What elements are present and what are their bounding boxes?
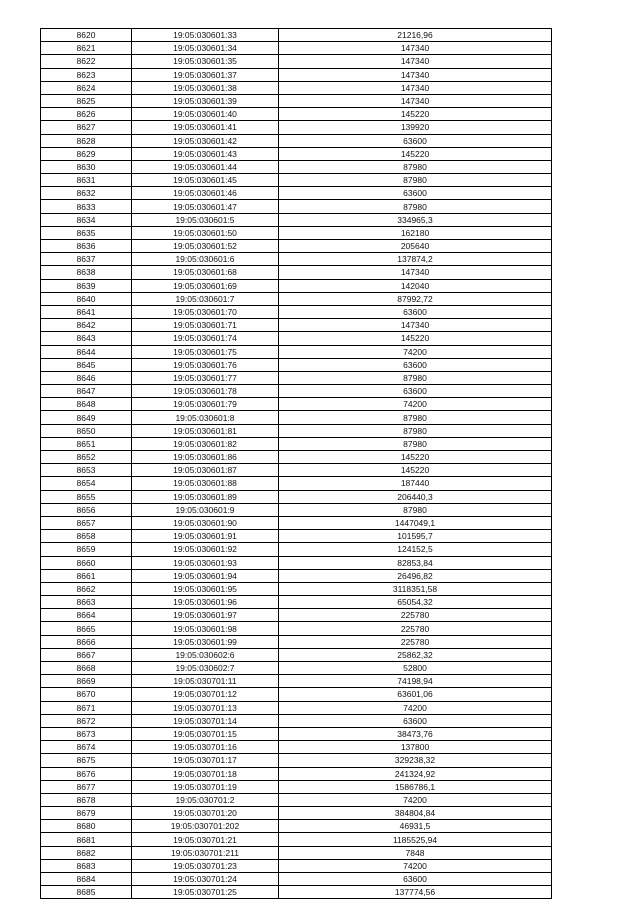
table-row: [41, 503, 552, 516]
cadastral-number-cell: 19:05:030701:11: [132, 675, 279, 688]
table-row: [41, 714, 552, 727]
value-cell: 3118351,58: [279, 582, 552, 595]
cadastral-number-cell: 19:05:030601:87: [132, 464, 279, 477]
value-cell: 225780: [279, 635, 552, 648]
value-cell: 139920: [279, 121, 552, 134]
cadastral-number-cell: 19:05:030701:14: [132, 714, 279, 727]
table-row: [41, 437, 552, 450]
value-cell: 187440: [279, 477, 552, 490]
value-cell: 87980: [279, 503, 552, 516]
row-number-cell: 8660: [41, 556, 132, 569]
row-number-cell: 8662: [41, 582, 132, 595]
table-row: [41, 596, 552, 609]
cadastral-number-cell: 19:05:030601:37: [132, 68, 279, 81]
table-row: [41, 42, 552, 55]
row-number-cell: 8625: [41, 94, 132, 107]
row-number-cell: 8676: [41, 767, 132, 780]
value-cell: 87980: [279, 174, 552, 187]
row-number-cell: 8626: [41, 108, 132, 121]
value-cell: 38473,76: [279, 727, 552, 740]
table-row: [41, 319, 552, 332]
cadastral-number-cell: 19:05:030601:97: [132, 609, 279, 622]
cadastral-number-cell: 19:05:030601:95: [132, 582, 279, 595]
row-number-cell: 8645: [41, 358, 132, 371]
value-cell: 137774,56: [279, 886, 552, 899]
row-number-cell: 8643: [41, 332, 132, 345]
cadastral-number-cell: 19:05:030601:91: [132, 530, 279, 543]
value-cell: 145220: [279, 108, 552, 121]
table-row: [41, 68, 552, 81]
table-row: [41, 701, 552, 714]
cadastral-number-cell: 19:05:030601:71: [132, 319, 279, 332]
cadastral-number-cell: 19:05:030601:93: [132, 556, 279, 569]
cadastral-number-cell: 19:05:030601:5: [132, 213, 279, 226]
table-row: [41, 846, 552, 859]
value-cell: 145220: [279, 464, 552, 477]
table-row: [41, 147, 552, 160]
table-row: [41, 332, 552, 345]
cadastral-number-cell: 19:05:030701:12: [132, 688, 279, 701]
row-number-cell: 8666: [41, 635, 132, 648]
table-row: [41, 793, 552, 806]
value-cell: 329238,32: [279, 754, 552, 767]
table-row: [41, 292, 552, 305]
table-row: [41, 174, 552, 187]
cadastral-number-cell: 19:05:030701:202: [132, 820, 279, 833]
value-cell: 82853,84: [279, 556, 552, 569]
value-cell: 1185525,94: [279, 833, 552, 846]
table-row: [41, 569, 552, 582]
row-number-cell: 8667: [41, 648, 132, 661]
table-row: [41, 464, 552, 477]
value-cell: 334965,3: [279, 213, 552, 226]
cadastral-number-cell: 19:05:030701:211: [132, 846, 279, 859]
table-row: [41, 516, 552, 529]
cadastral-number-cell: 19:05:030701:20: [132, 807, 279, 820]
cadastral-number-cell: 19:05:030601:79: [132, 398, 279, 411]
value-cell: 142040: [279, 279, 552, 292]
row-number-cell: 8632: [41, 187, 132, 200]
value-cell: 25862,32: [279, 648, 552, 661]
cadastral-number-cell: 19:05:030701:23: [132, 859, 279, 872]
row-number-cell: 8669: [41, 675, 132, 688]
cadastral-number-cell: 19:05:030701:21: [132, 833, 279, 846]
cadastral-number-cell: 19:05:030701:18: [132, 767, 279, 780]
table-row: [41, 754, 552, 767]
value-cell: 145220: [279, 451, 552, 464]
table-row: [41, 556, 552, 569]
cadastral-number-cell: 19:05:030601:78: [132, 385, 279, 398]
table-row: [41, 688, 552, 701]
cadastral-number-cell: 19:05:030601:41: [132, 121, 279, 134]
value-cell: 384804,84: [279, 807, 552, 820]
row-number-cell: 8644: [41, 345, 132, 358]
table-row: [41, 424, 552, 437]
row-number-cell: 8681: [41, 833, 132, 846]
cadastral-number-cell: 19:05:030601:96: [132, 596, 279, 609]
value-cell: 145220: [279, 147, 552, 160]
cadastral-number-cell: 19:05:030601:90: [132, 516, 279, 529]
table-row: [41, 253, 552, 266]
table-row: [41, 635, 552, 648]
cadastral-number-cell: 19:05:030701:25: [132, 886, 279, 899]
row-number-cell: 8650: [41, 424, 132, 437]
cadastral-number-cell: 19:05:030601:70: [132, 305, 279, 318]
value-cell: 124152,5: [279, 543, 552, 556]
table-row: [41, 226, 552, 239]
table-row: [41, 820, 552, 833]
row-number-cell: 8678: [41, 793, 132, 806]
row-number-cell: 8671: [41, 701, 132, 714]
table-row: [41, 371, 552, 384]
row-number-cell: 8677: [41, 780, 132, 793]
value-cell: 162180: [279, 226, 552, 239]
value-cell: 21216,96: [279, 29, 552, 42]
row-number-cell: 8631: [41, 174, 132, 187]
row-number-cell: 8648: [41, 398, 132, 411]
cadastral-number-cell: 19:05:030601:39: [132, 94, 279, 107]
table-row: [41, 81, 552, 94]
row-number-cell: 8633: [41, 200, 132, 213]
table-row: [41, 121, 552, 134]
cadastral-number-cell: 19:05:030601:81: [132, 424, 279, 437]
table-body: [41, 29, 552, 899]
row-number-cell: 8672: [41, 714, 132, 727]
row-number-cell: 8628: [41, 134, 132, 147]
row-number-cell: 8683: [41, 859, 132, 872]
value-cell: 63601,06: [279, 688, 552, 701]
row-number-cell: 8623: [41, 68, 132, 81]
table-row: [41, 305, 552, 318]
table-row: [41, 108, 552, 121]
row-number-cell: 8651: [41, 437, 132, 450]
cadastral-number-cell: 19:05:030602:7: [132, 662, 279, 675]
value-cell: 147340: [279, 68, 552, 81]
table-row: [41, 55, 552, 68]
cadastral-number-cell: 19:05:030601:34: [132, 42, 279, 55]
value-cell: 87992,72: [279, 292, 552, 305]
table-row: [41, 358, 552, 371]
row-number-cell: 8637: [41, 253, 132, 266]
table-row: [41, 213, 552, 226]
table-row: [41, 859, 552, 872]
value-cell: 206440,3: [279, 490, 552, 503]
value-cell: 63600: [279, 187, 552, 200]
row-number-cell: 8685: [41, 886, 132, 899]
cadastral-number-cell: 19:05:030601:38: [132, 81, 279, 94]
table-row: [41, 385, 552, 398]
cadastral-number-cell: 19:05:030601:69: [132, 279, 279, 292]
row-number-cell: 8649: [41, 411, 132, 424]
value-cell: 63600: [279, 358, 552, 371]
row-number-cell: 8673: [41, 727, 132, 740]
cadastral-number-cell: 19:05:030701:19: [132, 780, 279, 793]
row-number-cell: 8665: [41, 622, 132, 635]
table-row: [41, 662, 552, 675]
row-number-cell: 8654: [41, 477, 132, 490]
value-cell: 1447049,1: [279, 516, 552, 529]
table-row: [41, 675, 552, 688]
row-number-cell: 8680: [41, 820, 132, 833]
table-row: [41, 187, 552, 200]
value-cell: 137800: [279, 741, 552, 754]
cadastral-number-cell: 19:05:030601:42: [132, 134, 279, 147]
cadastral-number-cell: 19:05:030601:50: [132, 226, 279, 239]
cadastral-number-cell: 19:05:030601:46: [132, 187, 279, 200]
row-number-cell: 8642: [41, 319, 132, 332]
value-cell: 63600: [279, 385, 552, 398]
cadastral-number-cell: 19:05:030601:33: [132, 29, 279, 42]
cadastral-number-cell: 19:05:030601:7: [132, 292, 279, 305]
table-row: [41, 477, 552, 490]
table-row: [41, 727, 552, 740]
value-cell: 147340: [279, 55, 552, 68]
table-row: [41, 490, 552, 503]
cadastral-number-cell: 19:05:030701:13: [132, 701, 279, 714]
cadastral-number-cell: 19:05:030601:94: [132, 569, 279, 582]
cadastral-number-cell: 19:05:030601:88: [132, 477, 279, 490]
document-page: [40, 28, 551, 899]
value-cell: 225780: [279, 622, 552, 635]
row-number-cell: 8652: [41, 451, 132, 464]
cadastral-number-cell: 19:05:030701:24: [132, 873, 279, 886]
cadastral-number-cell: 19:05:030601:9: [132, 503, 279, 516]
row-number-cell: 8656: [41, 503, 132, 516]
value-cell: 74200: [279, 398, 552, 411]
cadastral-number-cell: 19:05:030601:82: [132, 437, 279, 450]
table-row: [41, 398, 552, 411]
value-cell: 147340: [279, 42, 552, 55]
cadastral-number-cell: 19:05:030601:74: [132, 332, 279, 345]
table-row: [41, 345, 552, 358]
table-row: [41, 886, 552, 899]
table-row: [41, 134, 552, 147]
row-number-cell: 8655: [41, 490, 132, 503]
value-cell: 74200: [279, 859, 552, 872]
cadastral-number-cell: 19:05:030701:15: [132, 727, 279, 740]
cadastral-number-cell: 19:05:030601:86: [132, 451, 279, 464]
row-number-cell: 8622: [41, 55, 132, 68]
table-row: [41, 609, 552, 622]
cadastral-number-cell: 19:05:030601:43: [132, 147, 279, 160]
cadastral-number-cell: 19:05:030601:75: [132, 345, 279, 358]
cadastral-number-cell: 19:05:030601:47: [132, 200, 279, 213]
value-cell: 101595,7: [279, 530, 552, 543]
row-number-cell: 8659: [41, 543, 132, 556]
value-cell: 74200: [279, 345, 552, 358]
row-number-cell: 8634: [41, 213, 132, 226]
value-cell: 147340: [279, 266, 552, 279]
row-number-cell: 8636: [41, 240, 132, 253]
cadastral-number-cell: 19:05:030601:98: [132, 622, 279, 635]
row-number-cell: 8647: [41, 385, 132, 398]
table-row: [41, 807, 552, 820]
table-row: [41, 240, 552, 253]
cadastral-number-cell: 19:05:030601:40: [132, 108, 279, 121]
value-cell: 137874,2: [279, 253, 552, 266]
value-cell: 225780: [279, 609, 552, 622]
value-cell: 74200: [279, 701, 552, 714]
value-cell: 1586786,1: [279, 780, 552, 793]
table-row: [41, 767, 552, 780]
row-number-cell: 8682: [41, 846, 132, 859]
value-cell: 52800: [279, 662, 552, 675]
cadastral-number-cell: 19:05:030602:6: [132, 648, 279, 661]
table-row: [41, 543, 552, 556]
row-number-cell: 8658: [41, 530, 132, 543]
value-cell: 241324,92: [279, 767, 552, 780]
value-cell: 74198,94: [279, 675, 552, 688]
row-number-cell: 8657: [41, 516, 132, 529]
table-row: [41, 530, 552, 543]
table-row: [41, 411, 552, 424]
value-cell: 63600: [279, 305, 552, 318]
cadastral-number-cell: 19:05:030701:2: [132, 793, 279, 806]
cadastral-number-cell: 19:05:030601:8: [132, 411, 279, 424]
value-cell: 46931,5: [279, 820, 552, 833]
table-row: [41, 741, 552, 754]
row-number-cell: 8664: [41, 609, 132, 622]
row-number-cell: 8640: [41, 292, 132, 305]
value-cell: 65054,32: [279, 596, 552, 609]
value-cell: 7848: [279, 846, 552, 859]
row-number-cell: 8629: [41, 147, 132, 160]
row-number-cell: 8663: [41, 596, 132, 609]
cadastral-number-cell: 19:05:030601:44: [132, 160, 279, 173]
value-cell: 87980: [279, 160, 552, 173]
table-row: [41, 873, 552, 886]
table-row: [41, 200, 552, 213]
value-cell: 26496,82: [279, 569, 552, 582]
row-number-cell: 8630: [41, 160, 132, 173]
row-number-cell: 8621: [41, 42, 132, 55]
row-number-cell: 8684: [41, 873, 132, 886]
row-number-cell: 8675: [41, 754, 132, 767]
cadastral-number-cell: 19:05:030601:77: [132, 371, 279, 384]
row-number-cell: 8638: [41, 266, 132, 279]
row-number-cell: 8646: [41, 371, 132, 384]
cadastral-number-cell: 19:05:030601:35: [132, 55, 279, 68]
value-cell: 87980: [279, 371, 552, 384]
row-number-cell: 8670: [41, 688, 132, 701]
value-cell: 63600: [279, 134, 552, 147]
row-number-cell: 8679: [41, 807, 132, 820]
row-number-cell: 8620: [41, 29, 132, 42]
row-number-cell: 8627: [41, 121, 132, 134]
table-row: [41, 833, 552, 846]
table-row: [41, 29, 552, 42]
cadastral-number-cell: 19:05:030601:89: [132, 490, 279, 503]
cadastral-number-cell: 19:05:030701:17: [132, 754, 279, 767]
cadastral-number-cell: 19:05:030601:76: [132, 358, 279, 371]
row-number-cell: 8674: [41, 741, 132, 754]
row-number-cell: 8635: [41, 226, 132, 239]
value-cell: 145220: [279, 332, 552, 345]
table-row: [41, 582, 552, 595]
cadastral-number-cell: 19:05:030601:99: [132, 635, 279, 648]
value-cell: 87980: [279, 200, 552, 213]
data-table: [40, 28, 552, 899]
table-row: [41, 279, 552, 292]
value-cell: 147340: [279, 81, 552, 94]
value-cell: 87980: [279, 424, 552, 437]
table-row: [41, 266, 552, 279]
row-number-cell: 8639: [41, 279, 132, 292]
row-number-cell: 8653: [41, 464, 132, 477]
table-row: [41, 451, 552, 464]
cadastral-number-cell: 19:05:030701:16: [132, 741, 279, 754]
value-cell: 63600: [279, 873, 552, 886]
table-row: [41, 780, 552, 793]
value-cell: 74200: [279, 793, 552, 806]
cadastral-number-cell: 19:05:030601:52: [132, 240, 279, 253]
table-row: [41, 160, 552, 173]
row-number-cell: 8624: [41, 81, 132, 94]
cadastral-number-cell: 19:05:030601:68: [132, 266, 279, 279]
value-cell: 147340: [279, 319, 552, 332]
cadastral-number-cell: 19:05:030601:6: [132, 253, 279, 266]
row-number-cell: 8661: [41, 569, 132, 582]
row-number-cell: 8641: [41, 305, 132, 318]
cadastral-number-cell: 19:05:030601:45: [132, 174, 279, 187]
table-row: [41, 94, 552, 107]
value-cell: 87980: [279, 437, 552, 450]
cadastral-number-cell: 19:05:030601:92: [132, 543, 279, 556]
row-number-cell: 8668: [41, 662, 132, 675]
table-row: [41, 622, 552, 635]
value-cell: 63600: [279, 714, 552, 727]
value-cell: 147340: [279, 94, 552, 107]
value-cell: 205640: [279, 240, 552, 253]
value-cell: 87980: [279, 411, 552, 424]
table-row: [41, 648, 552, 661]
